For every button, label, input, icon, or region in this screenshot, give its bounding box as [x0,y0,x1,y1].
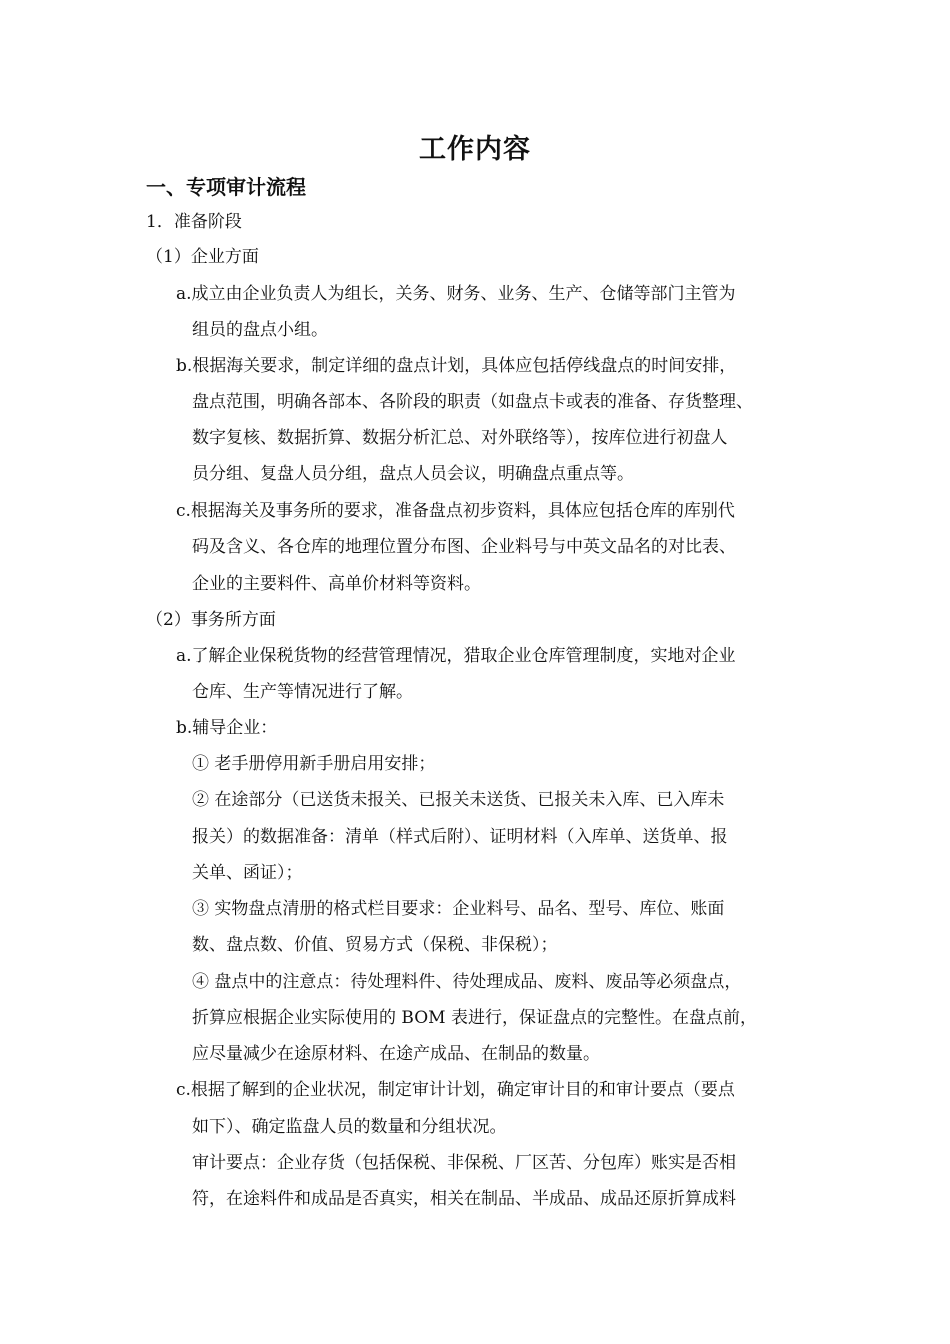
paragraph-line: 审计要点：企业存货（包括保税、非保税、厂区苦、分包库）账实是否相 [192,1153,736,1173]
paragraph-line: b.根据海关要求，制定详细的盘点计划，具体应包括停线盘点的时间安排， [176,356,737,376]
paragraph-line: 数字复核、数据折算、数据分析汇总、对外联络等），按库位进行初盘人 [192,428,728,448]
page-title: 工作内容 [419,134,531,165]
paragraph-line: a.成立由企业负责人为组长，关务、财务、业务、生产、仓储等部门主管为 [176,284,736,304]
paragraph-line: b.辅导企业： [176,718,278,738]
paragraph-line: 组员的盘点小组。 [192,320,328,340]
paragraph-line: 盘点范围，明确各部本、各阶段的职责（如盘点卡或表的准备、存货整理、 [192,392,753,412]
paragraph-line: （1）企业方面 [146,247,259,267]
paragraph-line: 企业的主要料件、高单价材料等资料。 [192,574,481,594]
paragraph-line: 关单、函证）； [192,863,303,883]
paragraph-line: ④ 盘点中的注意点：待处理料件、待处理成品、废料、废品等必须盘点， [192,972,742,992]
paragraph-line: 报关）的数据准备：清单（样式后附）、证明材料（入库单、送货单、报 [192,827,728,847]
paragraph-line: （2）事务所方面 [146,610,276,630]
paragraph-line: 员分组、复盘人员分组，盘点人员会议，明确盘点重点等。 [192,464,634,484]
paragraph-line: 数、盘点数、价值、贸易方式（保税、非保税）； [192,935,558,955]
section-heading: 一、专项审计流程 [146,175,306,199]
paragraph-line: 1．准备阶段 [146,212,242,232]
paragraph-line: 码及含义、各仓库的地理位置分布图、企业料号与中英文品名的对比表、 [192,537,736,557]
paragraph-line: c.根据了解到的企业状况，制定审计计划，确定审计目的和审计要点（要点 [176,1080,735,1100]
paragraph-line: ③ 实物盘点清册的格式栏目要求：企业料号、品名、型号、库位、账面 [192,899,725,919]
paragraph-line: a.了解企业保税货物的经营管理情况，猎取企业仓库管理制度，实地对企业 [176,646,736,666]
paragraph-line: 符，在途料件和成品是否真实，相关在制品、半成品、成品还原折算成料 [192,1189,736,1209]
paragraph-line: 折算应根据企业实际使用的 BOM 表进行，保证盘点的完整性。在盘点前， [192,1008,757,1028]
paragraph-line: 应尽量减少在途原材料、在途产成品、在制品的数量。 [192,1044,600,1064]
paragraph-line: c.根据海关及事务所的要求，准备盘点初步资料，具体应包括仓库的库别代 [176,501,735,521]
paragraph-line: ② 在途部分（已送货未报关、已报关未送货、已报关未入库、已入库未 [192,790,725,810]
paragraph-line: 仓库、生产等情况进行了解。 [192,682,413,702]
paragraph-line: ① 老手册停用新手册启用安排； [192,754,436,774]
paragraph-line: 如下）、确定监盘人员的数量和分组状况。 [192,1117,507,1137]
